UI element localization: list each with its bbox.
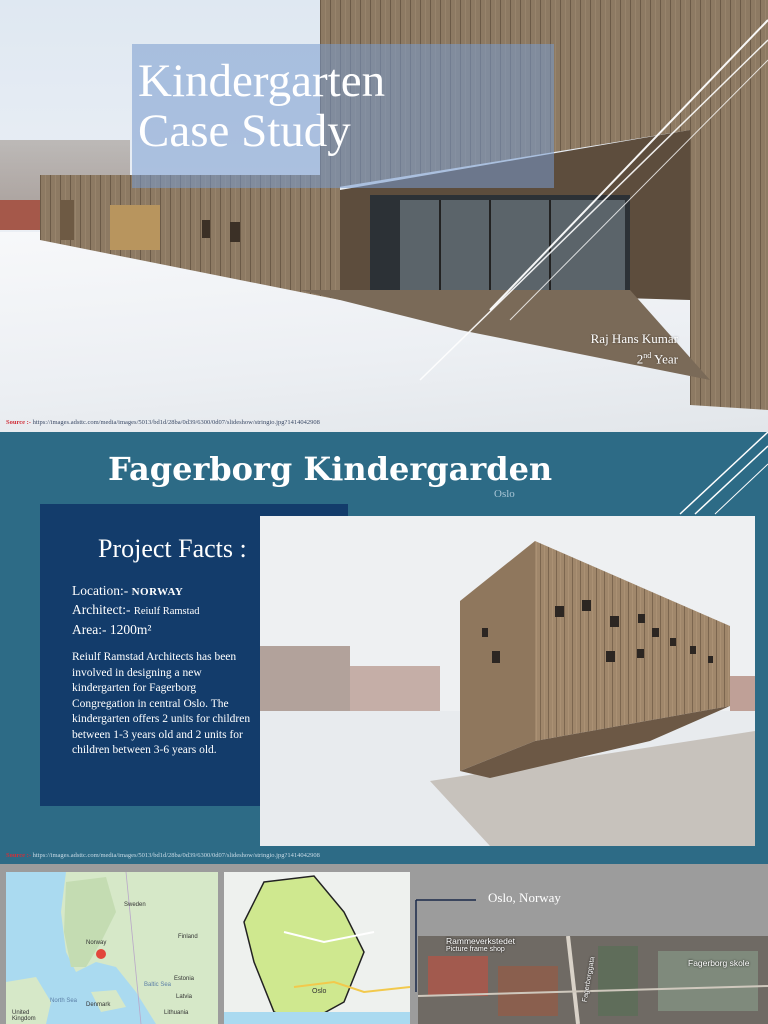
- map-label-fagerborggata: Fagerborggata: [581, 956, 597, 1003]
- map-label-latvia: Latvia: [176, 994, 193, 1000]
- slide-subtitle: Oslo: [494, 488, 515, 500]
- map-label-baltic-sea: Baltic Sea: [144, 982, 172, 988]
- source-url: https://images.adsttc.com/media/images/5013/bd1d/28ba/0d39/6300/0d07/slideshow/stringio.jpg?1414042908: [32, 419, 320, 426]
- facts-list: [72, 582, 199, 639]
- author-name: Raj Hans Kumar: [590, 331, 678, 346]
- fact-architect: Architect:- Reiulf Ramstad: [72, 602, 200, 617]
- map-label-norway: Norway: [86, 940, 107, 946]
- map-label-finland: Finland: [178, 934, 198, 940]
- location-maps-slide: [0, 864, 768, 1024]
- scandinavia-map: [6, 872, 218, 1024]
- slide-title: [138, 56, 548, 156]
- oslo-city-map: [224, 872, 410, 1024]
- source-label: Source :-: [6, 419, 31, 426]
- image-source-caption: [6, 419, 746, 426]
- location-label: Oslo, Norway: [488, 890, 561, 905]
- project-description: Reiulf Ramstad Architects has been involved in designing a new kindergarten for Fagerborg Congregation in central Oslo. The kindergarten offers 2 units for children between 1-3 years old and 2 units for children between 3-6 years old.: [72, 651, 251, 756]
- map-label-uk: United Kingdom: [12, 1010, 36, 1022]
- map-label-fagerborg-skole: Fagerborg skole: [688, 958, 750, 968]
- map-label-north-sea: North Sea: [50, 998, 78, 1004]
- map-label-picture-frame-shop: Picture frame shop: [446, 946, 505, 953]
- fact-area: Area:- 1200m²: [72, 622, 152, 637]
- source-url: https://images.adsttc.com/media/images/5013/bd1d/28ba/0d39/6300/0d07/slideshow/stringio.jpg?1414042908: [32, 852, 320, 859]
- author-block: [591, 330, 678, 367]
- background-brick-building: [0, 200, 40, 230]
- decorative-lines: [660, 432, 768, 522]
- title-slide: [0, 0, 768, 432]
- source-label: Source :-: [6, 852, 31, 859]
- map-label-denmark: Denmark: [86, 1002, 111, 1008]
- kindergarten-exterior-photo: [260, 516, 755, 846]
- image-source-caption: [6, 852, 746, 859]
- title-line-1: Kindergarten: [138, 55, 386, 107]
- map-label-lithuania: Lithuania: [164, 1010, 189, 1016]
- author-year: 2nd Year: [636, 351, 678, 367]
- project-facts-slide: [0, 432, 768, 864]
- slide-title: Fagerborg Kindergarden: [108, 450, 553, 488]
- map-label-oslo: Oslo: [312, 988, 327, 995]
- map-label-estonia: Estonia: [174, 976, 195, 982]
- map-label-sweden: Sweden: [124, 902, 146, 908]
- title-line-2: Case Study: [138, 105, 351, 157]
- map-label-rammeverkstedet: Rammeverkstedet: [446, 936, 515, 946]
- fact-location: Location:- NORWAY: [72, 583, 184, 598]
- facts-heading: Project Facts :: [98, 534, 247, 563]
- satellite-map: [418, 936, 768, 1024]
